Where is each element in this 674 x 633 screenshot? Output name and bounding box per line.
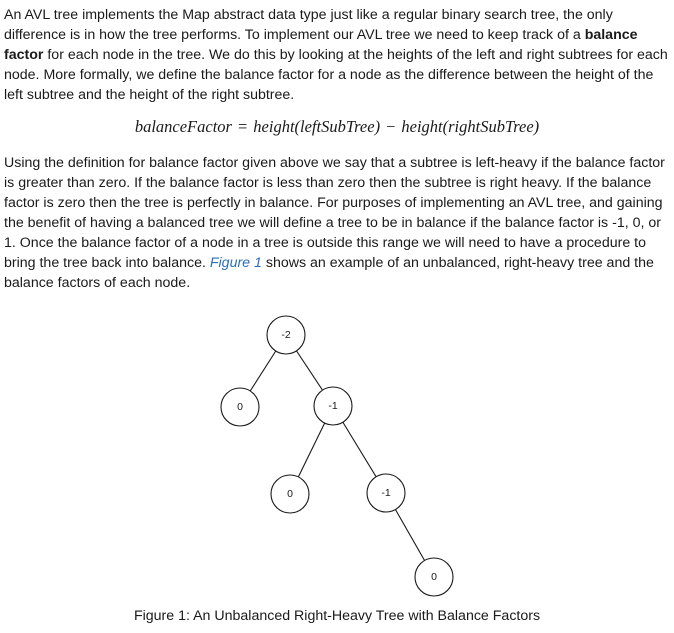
tree-node-root-left-label: 0	[237, 401, 243, 413]
equation-term-right: height(rightSubTree)	[401, 117, 540, 136]
tree-node-root-left	[221, 388, 259, 426]
tree-node-root	[267, 316, 305, 354]
tree-node-rr-right	[367, 474, 405, 512]
equation-term-left: height(leftSubTree)	[253, 117, 381, 136]
definition-paragraph	[4, 153, 672, 293]
equation-minus: −	[386, 117, 396, 136]
definition-text-1: Using the definition for balance factor given above we say that a subtree is left-heavy if the balance factor is greater than zero. If the balance factor is less than zero then the subtree is right heavy. If the balance factor is zero then the tree is perfectly in balance. For purposes of implementing an AVL tree, and gaining the benefit of having a balanced tree we will define a tree to be in balance if the balance factor is -1, 0, or 1. Once the balance factor of a node in a tree is outside this range we will need to have a procedure to bring the tree back into balance.	[4, 155, 665, 271]
equation-lhs: balanceFactor	[134, 117, 232, 136]
tree-node-rr-right-label: -1	[381, 487, 391, 499]
avl-tree-diagram	[0, 300, 674, 600]
tree-node-rrr-right-label: 0	[431, 571, 437, 583]
balance-factor-equation	[0, 117, 674, 137]
tree-node-root-right	[314, 387, 352, 425]
intro-paragraph	[4, 5, 672, 105]
intro-text-2: for each node in the tree. We do this by looking at the heights of the left and right subtrees for each node. More formally, we define the balance factor for a node as the difference between the height of the left subtree and the height of the right subtree.	[4, 47, 668, 103]
tree-node-root-right-label: -1	[328, 400, 338, 412]
equation-equals: =	[237, 117, 248, 136]
definition-text-2: shows an example of an unbalanced, right-heavy tree and the balance factors of each node.	[4, 255, 654, 291]
figure-1-link[interactable]: Figure 1	[209, 255, 262, 271]
tree-node-rr-left-label: 0	[287, 488, 293, 500]
figure-caption: Figure 1: An Unbalanced Right-Heavy Tree with Balance Factors	[133, 608, 541, 624]
balance-factor-term: balance factor	[4, 27, 638, 63]
tree-node-root-label: -2	[281, 329, 291, 341]
tree-edges	[240, 335, 434, 577]
tree-node-rr-left	[271, 475, 309, 513]
intro-text-1: An AVL tree implements the Map abstract data type just like a regular binary search tree, the only difference is in how the tree performs. To implement our AVL tree we need to keep track of a	[4, 7, 613, 43]
tree-node-rrr-right	[415, 558, 453, 596]
